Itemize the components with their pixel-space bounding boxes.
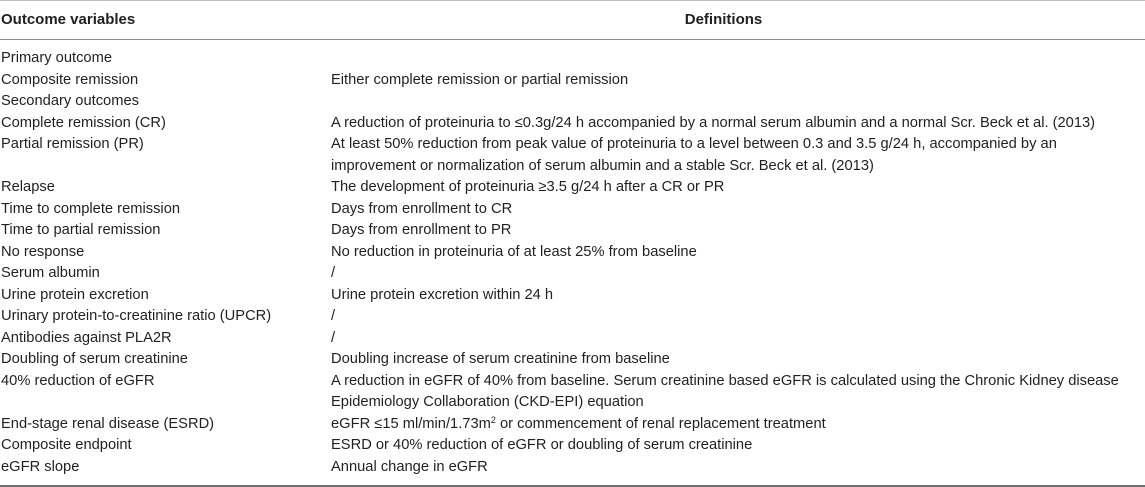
definition-line: Either complete remission or partial remission — [331, 71, 629, 88]
table-row — [0, 285, 1145, 307]
definition-cell — [331, 349, 1143, 371]
definition-cell — [331, 263, 1143, 285]
outcome-variable-cell: Serum albumin — [1, 265, 100, 281]
definition-line: A reduction in eGFR of 40% from baseline. Serum creatinine based eGFR is calculated using the Chronic Kidney disease — [331, 372, 1119, 389]
definition-line: Urine protein excretion within 24 h — [331, 286, 554, 303]
definition-line: No reduction in proteinuria of at least 25% from baseline — [331, 243, 697, 260]
table-header — [0, 0, 1145, 39]
table-body — [0, 48, 1145, 478]
definition-line: improvement or normalization of serum albumin and a stable Scr. Beck et al. (2013) — [331, 157, 874, 174]
table-row — [0, 263, 1145, 285]
definition-line: At least 50% reduction from peak value of proteinuria to a level between 0.3 and 3.5 g/24 h, accompanied by an — [331, 136, 1057, 152]
definition-cell — [331, 371, 1143, 414]
header-definitions: Definitions — [684, 11, 763, 28]
definition-line: Epidemiology Collaboration (CKD-EPI) equation — [331, 394, 644, 410]
table-row — [0, 328, 1145, 350]
table-row — [0, 349, 1145, 371]
outcome-variable-cell: Secondary outcomes — [1, 93, 139, 109]
outcome-variable-cell: Partial remission (PR) — [1, 136, 144, 152]
table-row — [0, 199, 1145, 221]
outcome-variable-cell: Antibodies against PLA2R — [1, 329, 172, 346]
header-outcome-variables: Outcome variables — [1, 11, 136, 28]
definition-cell — [331, 414, 1143, 436]
definition-line: / — [331, 329, 336, 346]
table-row — [0, 113, 1145, 135]
outcome-variable-cell: Composite endpoint — [1, 437, 132, 453]
definition-cell — [331, 285, 1143, 307]
empty-definition — [331, 48, 1143, 70]
definition-cell — [331, 91, 1143, 113]
table-row — [0, 48, 1145, 70]
definition-line: Doubling increase of serum creatinine from baseline — [331, 351, 670, 367]
definition-cell — [331, 134, 1143, 177]
outcome-variable-cell: 40% reduction of eGFR — [1, 372, 155, 389]
outcome-variable-cell: Relapse — [1, 179, 55, 195]
table-row — [0, 70, 1145, 92]
definition-text: eGFR ≤15 ml/min/1.73m — [331, 415, 491, 432]
outcome-variable-cell: Primary outcome — [1, 50, 113, 66]
outcome-variable-cell: No response — [1, 243, 85, 260]
definition-line: / — [331, 265, 336, 281]
definition-cell — [331, 70, 1143, 92]
outcome-variable-cell: Urinary protein-to-creatinine ratio (UPCR) — [1, 308, 272, 324]
table-row — [0, 414, 1145, 436]
definition-cell — [331, 306, 1143, 328]
table-row — [0, 457, 1145, 479]
table-row — [0, 306, 1145, 328]
outcome-variable-cell: Time to complete remission — [1, 200, 181, 217]
table-row — [0, 435, 1145, 457]
definition-cell — [331, 328, 1143, 350]
outcome-variable-cell: End-stage renal disease (ESRD) — [1, 415, 215, 432]
definition-cell — [331, 220, 1143, 242]
definition-line: The development of proteinuria ≥3.5 g/24 h after a CR or PR — [331, 179, 725, 195]
definition-cell — [331, 48, 1143, 70]
outcome-variable-cell: eGFR slope — [1, 458, 80, 475]
outcome-variable-cell: Composite remission — [1, 71, 139, 88]
outcome-variable-cell: Complete remission (CR) — [1, 114, 166, 131]
table-row — [0, 177, 1145, 199]
table-row — [0, 220, 1145, 242]
definition-cell — [331, 113, 1143, 135]
definition-line: Annual change in eGFR — [331, 458, 488, 475]
table-row — [0, 91, 1145, 113]
outcome-variable-cell: Urine protein excretion — [1, 286, 149, 303]
definition-cell — [331, 435, 1143, 457]
definition-text: or commencement of renal replacement treatment — [495, 415, 826, 432]
definition-cell — [331, 199, 1143, 221]
outcome-variable-cell: Doubling of serum creatinine — [1, 351, 188, 367]
definition-cell — [331, 242, 1143, 264]
definition-line — [331, 414, 1143, 436]
table-row — [0, 134, 1145, 177]
empty-definition — [331, 91, 1143, 113]
definition-line: Days from enrollment to CR — [331, 200, 513, 217]
outcome-variable-cell: Time to partial remission — [1, 222, 161, 238]
definition-line: A reduction of proteinuria to ≤0.3g/24 h accompanied by a normal serum albumin and a normal Scr. Beck et al. (2013) — [331, 114, 1096, 131]
definition-cell — [331, 457, 1143, 479]
superscript: 2 — [490, 414, 496, 425]
definition-line: Days from enrollment to PR — [331, 222, 512, 238]
table-row — [0, 242, 1145, 264]
header-rule — [0, 39, 1145, 40]
table-row — [0, 371, 1145, 414]
definition-cell — [331, 177, 1143, 199]
definition-line: ESRD or 40% reduction of eGFR or doubling of serum creatinine — [331, 437, 753, 453]
definition-line: / — [331, 308, 336, 324]
